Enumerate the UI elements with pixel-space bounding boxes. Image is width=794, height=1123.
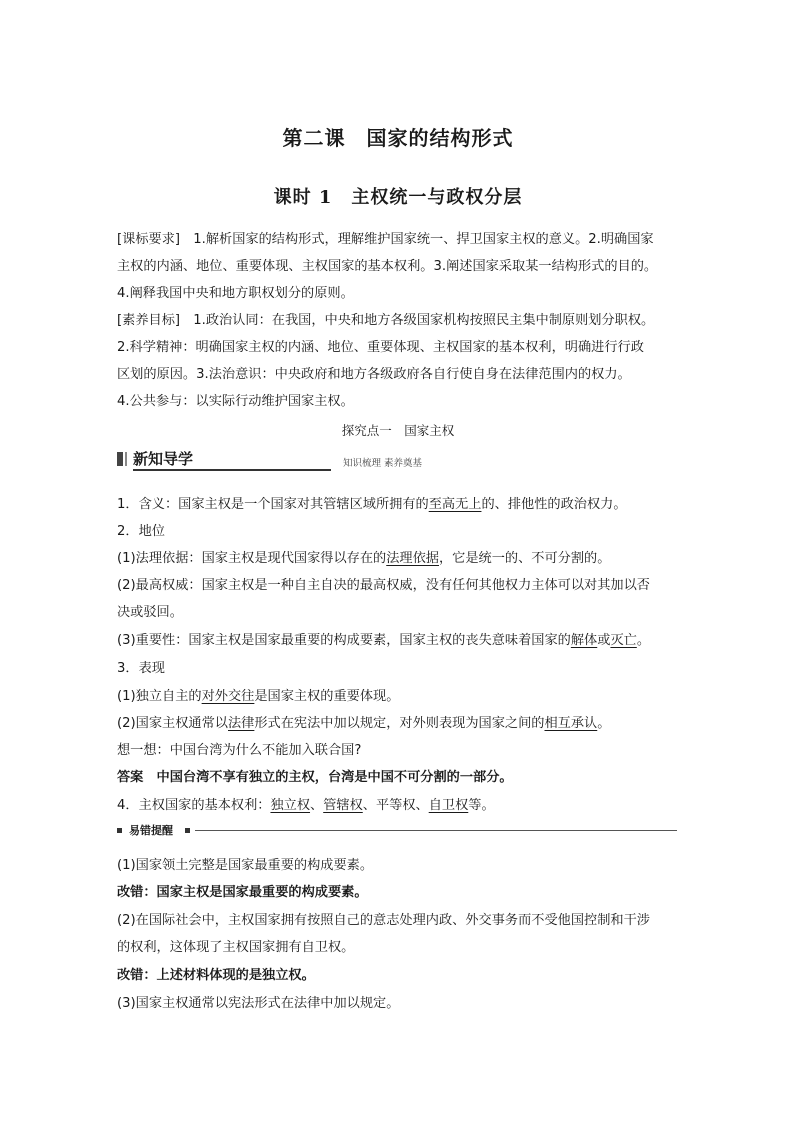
content-status-heading: 2．地位 [117, 524, 165, 539]
blank-answer: 管辖权 [323, 798, 363, 813]
blank-answer: 解体 [570, 633, 598, 648]
lesson-title: 第二课 国家的结构形式 [282, 126, 514, 150]
tip-correction-1: 改错：国家主权是国家最重要的构成要素。 [117, 885, 368, 900]
blank-answer: 对外交往 [201, 689, 255, 704]
think-question: 想一想：中国台湾为什么不能加入联合国? [117, 743, 362, 758]
section-underline [133, 469, 331, 471]
explore-point-title: 探究点一 国家主权 [341, 423, 455, 438]
content-status-b-1: (2)最高权威：国家主权是一种自主自决的最高权威，没有任何其他权力主体可以对其加以否 [117, 578, 650, 593]
tip-square-icon [185, 828, 190, 833]
content-status-c: (3)重要性：国家主权是国家最重要的构成要素，国家主权的丧失意味着国家的解体或灭亡。 [117, 633, 650, 648]
tip-error-2-line-2: 的权利，这体现了主权国家拥有自卫权。 [117, 940, 355, 955]
tip-error-2-line-1: (2)在国际社会中，主权国家拥有按照自己的意志处理内政、外交事务而不受他国控制和干涉 [117, 913, 650, 928]
requirements-line-3: 4.阐释我国中央和地方职权划分的原则。 [117, 286, 354, 301]
tip-name: 易错提醒 [129, 824, 173, 837]
blank-answer: 独立权 [270, 798, 311, 813]
goals-line-2: 2.科学精神：明确国家主权的内涵、地位、重要体现、主权国家的基本权利，明确进行行政 [117, 340, 644, 355]
content-expression-b: (2)国家主权通常以法律形式在宪法中加以规定，对外则表现为国家之间的相互承认。 [117, 716, 611, 731]
goals-line-1: [素养目标] 1.政治认同：在我国，中央和地方各级国家机构按照民主集中制原则划分职权。 [117, 313, 655, 328]
section-marker-stripe-icon [125, 452, 127, 466]
section-subtitle: 知识梳理 素养奠基 [343, 458, 423, 469]
section-name: 新知导学 [133, 450, 194, 468]
content-status-a: (1)法理依据：国家主权是现代国家得以存在的法理依据，它是统一的、不可分割的。 [117, 551, 611, 566]
lesson-subtitle: 课时 1 主权统一与政权分层 [273, 187, 523, 208]
content-status-b-2: 决或驳回。 [117, 605, 183, 620]
blank-answer: 法律 [228, 716, 255, 731]
tip-error-3: (3)国家主权通常以宪法形式在法律中加以规定。 [117, 996, 400, 1011]
error-tip-header [117, 823, 679, 839]
think-answer: 答案 中国台湾不享有独立的主权，台湾是中国不可分割的一部分。 [117, 770, 513, 785]
requirements-line-2: 主权的内涵、地位、重要体现、主权国家的基本权利。3.阐述国家采取某一结构形式的目的。 [117, 259, 658, 274]
blank-answer: 自卫权 [428, 798, 469, 813]
goals-tag: [素养目标] [117, 313, 181, 328]
tip-correction-2: 改错：上述材料体现的是独立权。 [117, 968, 315, 983]
content-expression-heading: 3．表现 [117, 661, 165, 676]
requirements-tag: [课标要求] [117, 232, 181, 247]
requirements-line-1: [课标要求] 1.解析国家的结构形式，理解维护国家统一、捍卫国家主权的意义。2.明确国家 [117, 232, 654, 247]
content-expression-a: (1)独立自主的对外交往是国家主权的重要体现。 [117, 689, 400, 704]
content-meaning: 1．含义：国家主权是一个国家对其管辖区域所拥有的至高无上的、排他性的政治权力。 [117, 497, 627, 512]
tip-error-1: (1)国家领土完整是国家最重要的构成要素。 [117, 858, 374, 873]
goals-line-4: 4.公共参与：以实际行动维护国家主权。 [117, 394, 354, 409]
tip-square-icon [117, 828, 122, 833]
blank-answer: 相互承认 [544, 716, 598, 731]
section-header-bar [117, 449, 679, 471]
content-rights: 4．主权国家的基本权利：独立权、管辖权、平等权、自卫权等。 [117, 798, 495, 813]
blank-answer: 灭亡 [610, 633, 637, 648]
goals-line-3: 区划的原因。3.法治意识：中央政府和地方各级政府各自行使自身在法律范围内的权力。 [117, 367, 631, 382]
tip-rule [195, 830, 677, 831]
blank-answer: 至高无上 [428, 497, 482, 512]
blank-answer: 法理依据 [386, 551, 439, 566]
section-marker-icon [117, 452, 123, 466]
